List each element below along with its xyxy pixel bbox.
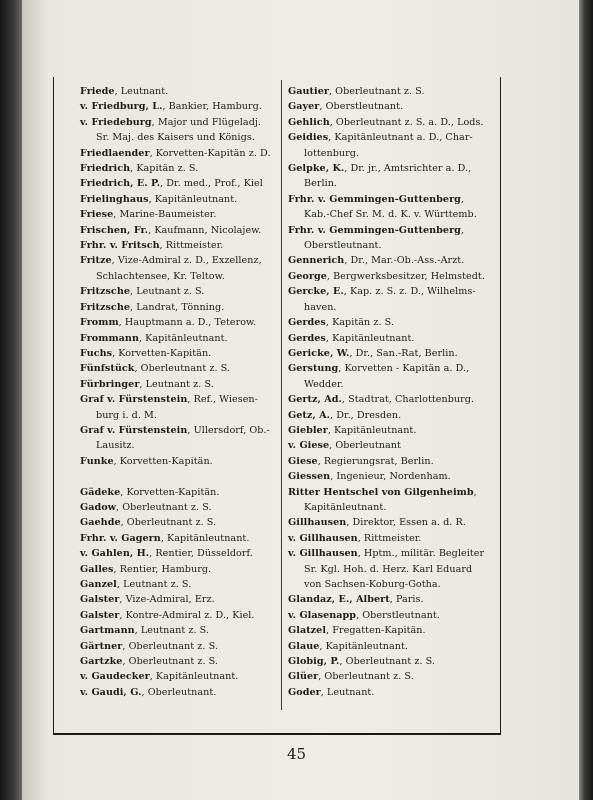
entry-name: Ganzel [80,578,117,590]
list-entry [80,562,280,577]
entry-description: , Dr., Dresden. [330,409,402,421]
list-entry [288,223,498,254]
list-entry [288,669,498,684]
entry-name: Frischen, Fr. [80,224,149,236]
list-entry [288,531,498,546]
entry-description: , Kapitänleutnant. [149,671,239,683]
entry-description: , Oberstleutnant. [356,609,440,621]
entry-continuation: Kab.-Chef Sr. M. d. K. v. Württemb. [304,209,477,221]
entry-description: , Vize-Admiral z. D., Exzellenz, [111,255,262,267]
list-entry [288,623,498,638]
list-entry [288,392,498,407]
list-entry [80,669,280,684]
entry-continuation: Wedder. [304,378,344,390]
entry-name: Globig, P. [288,656,340,668]
entry-name: v. Giese [288,440,330,452]
list-entry [288,485,498,516]
list-entry [80,284,280,299]
entry-description: , Ullersdorf, Ob.- [187,424,270,436]
entry-name: Gadow [80,501,117,513]
list-entry [80,377,280,392]
list-entry [80,192,280,207]
entry-name: Graf v. Fürstenstein [80,424,188,436]
list-entry [80,331,280,346]
left-column [80,84,280,700]
entry-name: Gerstung [288,363,339,375]
entry-description: , Leutnant. [114,86,169,97]
entry-name: Galles [80,563,114,575]
list-entry [80,223,280,238]
entry-description: , Korvetten - Kapitän a. D., [338,363,470,375]
entry-description: , Hauptmann a. D., Teterow. [118,317,257,329]
list-entry [288,130,498,161]
entry-name: Frhr. v. Fritsch [80,240,160,252]
entry-continuation: Schlachtensee, Kr. Teltow. [96,270,225,282]
entry-name: Fritzsche [80,286,130,298]
entry-description: , Dr. med., Prof., Kiel [160,178,263,190]
entry-description: , Rentier, Hamburg. [113,563,212,575]
list-entry [288,99,498,114]
book-page-edge [579,0,593,800]
entry-description: , Major und Flügeladj. [151,116,262,128]
list-entry [80,300,280,315]
list-entry [288,331,498,346]
entry-description: , Kontre-Admiral z. D., Kiel. [119,609,255,621]
entry-description: , Rittmeister. [159,240,224,252]
entry-description: , Leutnant z. S. [116,578,192,590]
entry-continuation: burg i. d. M. [96,409,158,421]
entry-name: Galster [80,594,120,606]
book-spine-shadow [0,0,22,800]
entry-description: , Kaufmann, Nicolajew. [148,224,262,236]
entry-name: Glaue [288,640,320,652]
entry-name: Gercke, E. [288,286,344,298]
entry-name: Giese [288,455,318,467]
list-entry [80,685,280,700]
entry-name: Giebler [288,424,328,436]
entry-description: , Kap. z. S. z. D., Wilhelms- [343,286,476,298]
entry-description: , Leutnant z. S. [134,625,210,637]
entry-name: Gelpke, K. [288,163,345,175]
entry-description: , Stadtrat, Charlottenburg. [341,394,475,406]
list-entry [288,161,498,192]
list-entry [288,115,498,130]
entry-description: , Regierungsrat, Berlin. [317,455,434,467]
entry-name: Gerdes [288,317,326,329]
entry-name: v. Friedeburg [80,116,152,128]
entry-description: , Oberleutnant z. S. [122,640,218,652]
entry-description: , [460,224,465,236]
entry-name: Gartmann [80,625,135,637]
list-entry [80,500,280,515]
list-entry [288,546,498,592]
entry-name: Friedrich, E. P. [80,178,161,190]
list-entry [288,423,498,438]
entry-description: , Dr., San.-Rat, Berlin. [349,347,458,359]
list-entry [80,161,280,176]
entry-description: , Kapitänleutnant. [319,640,409,652]
entry-name: v. Gaudecker [80,671,150,683]
list-entry [288,253,498,268]
entry-description: , Rentier, Düsseldorf. [149,548,253,560]
entry-description: , Oberstleutnant. [319,101,404,113]
list-entry [288,469,498,484]
entry-name: Gertz, Ad. [288,394,342,406]
list-entry [80,361,280,376]
column-divider [281,80,282,710]
entry-description: , Ref., Wiesen- [187,394,258,406]
entry-description: , Leutnant z. S. [139,378,214,390]
list-entry [80,146,280,161]
entry-name: Gautier [288,86,329,97]
entry-name: v. Gaudi, G. [80,686,142,698]
entry-description: , Oberleutnant z. S. a. D., Lods. [329,116,484,128]
list-entry [80,531,280,546]
entry-description: , Oberleutnant z. S. [339,656,436,668]
list-entry [80,639,280,654]
entry-description: , Dr. jr., Amtsrichter a. D., [344,163,472,175]
list-entry [288,639,498,654]
entry-name: Glüer [288,671,319,683]
entry-name: Fritze [80,255,112,267]
entry-name: Fromm [80,317,119,329]
entry-description: , Oberleutnant [329,440,401,452]
list-entry [80,654,280,669]
page-number: 45 [286,745,307,763]
entry-description: , Landrat, Tönning. [130,301,225,313]
entry-continuation: von Sachsen-Koburg-Gotha. [304,579,441,590]
list-entry [288,515,498,530]
list-entry [80,115,280,146]
entry-description: , Korvetten-Kapitän. [112,347,212,359]
entry-name: Glatzel [288,625,327,637]
entry-description: , Kapitän z. S. [130,163,199,175]
entry-continuation: Berlin. [304,178,338,190]
entry-name: Goder [288,686,321,698]
entry-name: George [288,270,327,282]
entry-name: Geidies [288,132,329,144]
list-entry [80,577,280,592]
entry-name: Gehlich [288,116,330,128]
entry-name: Frhr. v. Gemmingen-Guttenberg [288,224,461,236]
entry-name: Gayer [288,101,320,113]
list-entry [288,608,498,623]
entry-description: , Korvetten-Kapitän. [120,486,220,498]
entry-name: Gillhausen [288,517,347,529]
entry-description: , Kapitänleutnant a. D., Char- [328,132,473,144]
entry-name: Frommann [80,332,139,344]
entry-description: , Dr., Mar.-Ob.-Ass.-Arzt. [344,255,465,267]
entry-description: , Bankier, Hamburg. [162,101,262,113]
list-entry [80,592,280,607]
list-entry [80,315,280,330]
entry-name: Gerdes [288,332,326,344]
list-entry [80,546,280,561]
list-entry [80,99,280,114]
entry-name: Frielinghaus [80,193,149,205]
entry-description: , Oberleutnant z. S. [318,671,414,683]
entry-name: v. Gahlen, H. [80,548,150,560]
entry-description: , Korvetten-Kapitän. [113,455,213,467]
entry-name: v. Gillhausen [288,548,358,560]
right-column [288,84,498,700]
entry-name: v. Friedburg, L. [80,101,163,113]
entry-name: v. Gillhausen [288,532,358,544]
entry-name: Fünfstück [80,363,135,375]
entry-continuation: haven. [304,301,337,313]
entry-description: , Bergwerksbesitzer, Helmstedt. [326,270,485,282]
list-entry [288,192,498,223]
entry-name: Giessen [288,471,331,483]
entry-name: Gericke, W. [288,347,350,359]
list-entry [288,438,498,453]
list-entry [80,423,280,454]
entry-name: Gartzke [80,656,123,668]
list-entry [80,207,280,222]
entry-description: , Oberleutnant z. S. [116,501,212,513]
list-entry [288,269,498,284]
entry-description: , [460,193,465,205]
list-entry [288,361,498,392]
list-entry [80,84,280,99]
entry-name: Gärtner [80,640,123,652]
entry-name: Friese [80,209,114,221]
entry-description: , Oberleutnant z. S. [120,517,217,529]
list-entry [288,346,498,361]
entry-name: Funke [80,455,114,467]
list-entry [80,238,280,253]
list-entry [288,408,498,423]
entry-description: , Fregatten-Kapitän. [326,625,426,637]
entry-description: , Kapitänleutnant. [148,193,238,205]
list-entry [80,454,280,469]
entry-description: , Kapitänleutnant. [138,332,228,344]
entry-name: Gaehde [80,517,121,529]
entry-name: Glandaz, E., Albert [288,594,390,606]
entry-name: Friedrich [80,163,131,175]
entry-name: Ritter Hentschel von Gilgenheimb [288,486,474,498]
entry-description: , Kapitän z. S. [325,317,395,329]
entry-description: , Marine-Baumeister. [113,209,217,221]
entry-continuation: Lausitz. [96,440,135,452]
entry-name: Fürbringer [80,378,140,390]
entry-description: , Oberleutnant. [141,686,217,698]
entry-description: , Kapitänleutnant. [160,532,250,544]
list-entry [288,315,498,330]
list-entry [288,592,498,607]
entry-name: Friede [80,86,115,97]
entry-description: , Paris. [389,594,424,606]
entry-description: , Hptm., militär. Begleiter [357,548,485,560]
list-entry [288,685,498,700]
entry-description: , Direktor, Essen a. d. R. [346,517,466,529]
entry-description: , Leutnant. [320,686,375,698]
list-entry [80,515,280,530]
list-entry [288,654,498,669]
entry-name: Fritzsche [80,301,130,313]
entry-description: , Oberleutnant z. S. [328,86,425,97]
entry-description: , Korvetten-Kapitän z. D. [149,147,271,159]
list-entry [80,346,280,361]
entry-name: Frhr. v. Gemmingen-Guttenberg [288,193,461,205]
entry-name: v. Glasenapp [288,609,357,621]
entry-description: , [473,486,477,498]
entry-description: , Ingenieur, Nordenham. [330,471,451,483]
entry-name: Getz, A. [288,409,331,421]
entry-description: , Kapitänleutnant. [327,424,417,436]
entry-description: , Leutnant z. S. [130,286,205,298]
entry-continuation: Kapitänleutnant. [304,501,387,513]
entry-name: Gädeke [80,486,121,498]
list-entry [288,84,498,99]
entry-continuation: Sr. Maj. des Kaisers und Königs. [96,132,255,144]
entry-continuation: lottenburg. [304,147,360,159]
entry-continuation: Oberstleutnant. [304,240,382,252]
entry-name: Frhr. v. Gagern [80,532,161,544]
list-entry [80,485,280,500]
entry-description: , Oberleutnant z. S. [134,363,231,375]
entry-description: , Oberleutnant z. S. [122,656,219,668]
entry-continuation: Sr. Kgl. Hoh. d. Herz. Karl Eduard [304,563,473,575]
list-entry [80,253,280,284]
list-entry [288,284,498,315]
list-entry [80,176,280,191]
entry-description: , Vize-Admiral, Erz. [119,594,215,606]
entry-name: Graf v. Fürstenstein [80,394,188,406]
list-entry [80,392,280,423]
entry-name: Fuchs [80,347,113,359]
entry-name: Galster [80,609,120,621]
entry-name: Gennerich [288,255,345,267]
spacer [80,469,280,484]
entry-description: , Rittmeister. [357,532,422,544]
entry-name: Friedlaender [80,147,150,159]
list-entry [80,623,280,638]
list-entry [80,608,280,623]
list-entry [288,454,498,469]
entry-description: , Kapitänleutnant. [325,332,415,344]
